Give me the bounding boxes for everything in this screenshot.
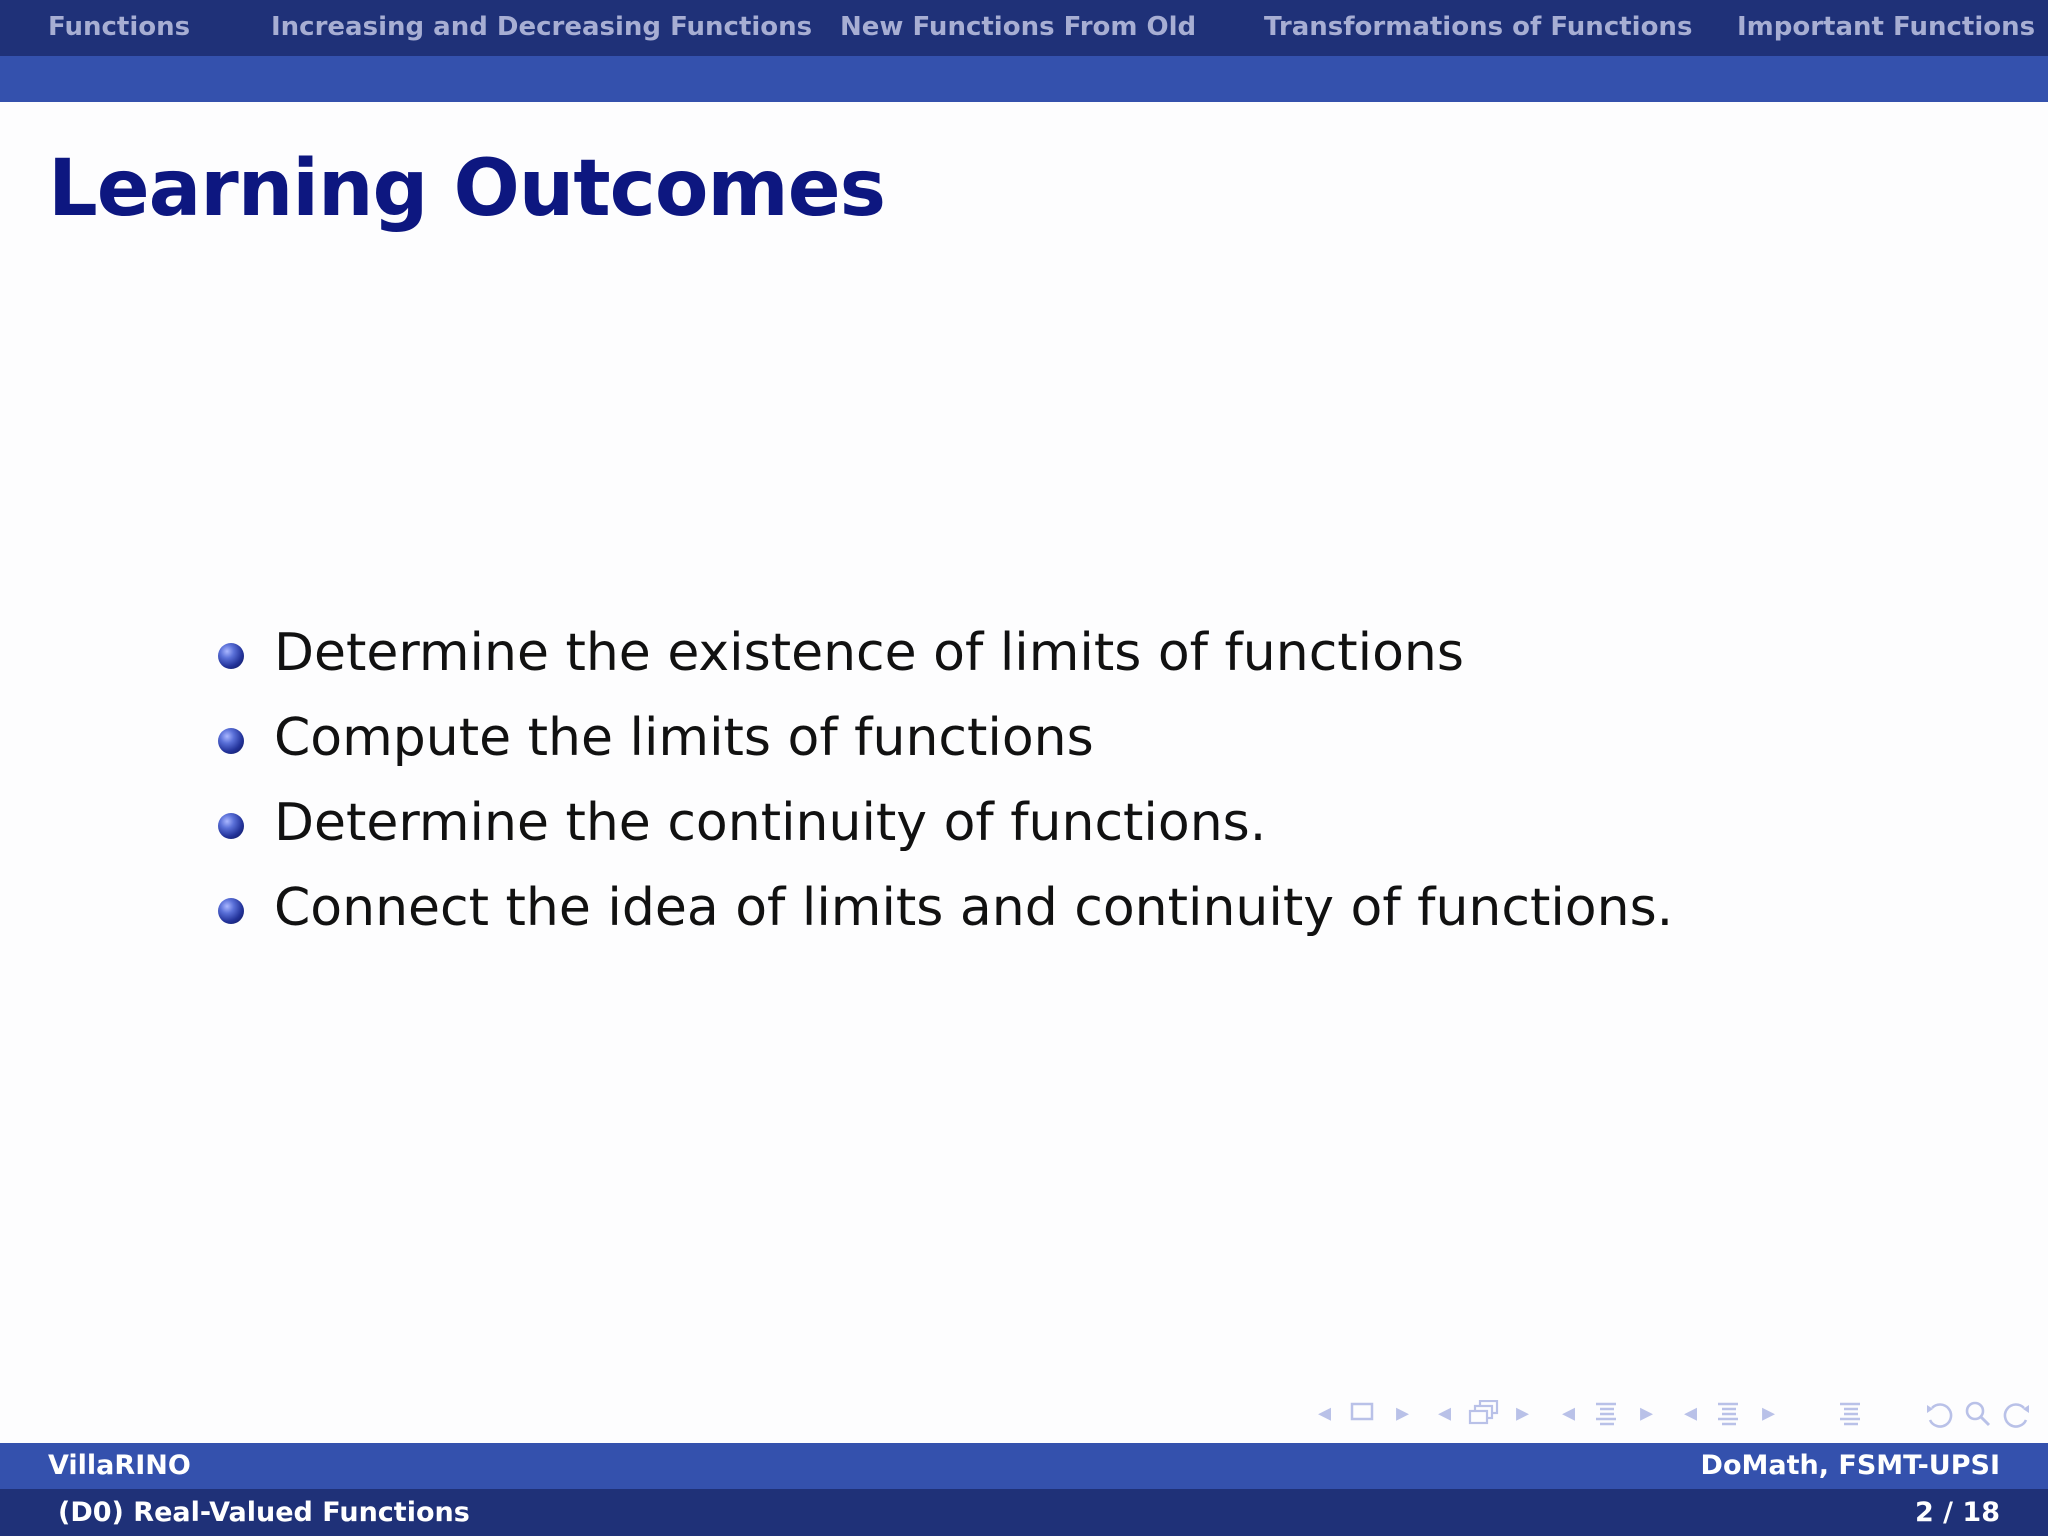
page-number: 2 / 18	[1914, 1497, 2000, 1528]
section-back-icon[interactable]: ◂	[1562, 1398, 1576, 1428]
toc-icon[interactable]	[1838, 1400, 1864, 1426]
list-item	[218, 873, 1673, 958]
outcome-text: Connect the idea of limits and continuity of functions.	[274, 878, 1674, 938]
list-item	[218, 788, 1673, 873]
footer-author: VillaRINO	[48, 1450, 191, 1481]
slide-title: Learning Outcomes	[48, 144, 886, 234]
outcome-text: Determine the continuity of functions.	[274, 793, 1267, 853]
nav-section-functions[interactable]: Functions	[48, 12, 191, 42]
beamer-navigation-symbols	[1310, 1396, 2036, 1430]
bullet-ball-icon	[218, 813, 244, 839]
list-item	[218, 618, 1673, 703]
subsection-icon[interactable]	[1468, 1400, 1500, 1426]
frame-icon[interactable]	[1350, 1400, 1374, 1422]
section-forward-icon[interactable]: ▸	[1640, 1398, 1654, 1428]
nav-section-increasing-decreasing[interactable]: Increasing and Decreasing Functions	[271, 12, 813, 42]
presentation-forward-icon[interactable]: ▸	[1762, 1398, 1776, 1428]
nav-section-new-functions[interactable]: New Functions From Old	[840, 12, 1197, 42]
section-navigation	[0, 0, 2048, 56]
footer-short-title: (D0) Real-Valued Functions	[58, 1497, 470, 1528]
subsection-bar	[0, 56, 2048, 102]
nav-section-transformations[interactable]: Transformations of Functions	[1264, 12, 1693, 42]
subsection-back-icon[interactable]: ◂	[1438, 1398, 1452, 1428]
redo-icon[interactable]	[2000, 1400, 2032, 1428]
list-item	[218, 703, 1673, 788]
frame-forward-icon[interactable]: ▸	[1396, 1398, 1410, 1428]
outcome-text: Compute the limits of functions	[274, 708, 1094, 768]
bullet-ball-icon	[218, 728, 244, 754]
footer-institute: DoMath, FSMT-UPSI	[1700, 1450, 2000, 1481]
undo-icon[interactable]	[1924, 1400, 1956, 1428]
learning-outcomes-list	[218, 618, 1673, 958]
nav-section-important-functions[interactable]: Important Functions	[1737, 12, 2036, 42]
bullet-ball-icon	[218, 898, 244, 924]
bullet-ball-icon	[218, 643, 244, 669]
outcome-text: Determine the existence of limits of functions	[274, 623, 1464, 683]
presentation-icon[interactable]	[1716, 1400, 1742, 1426]
footer-bottom-bar	[0, 1489, 2048, 1536]
subsection-forward-icon[interactable]: ▸	[1516, 1398, 1530, 1428]
presentation-back-icon[interactable]: ◂	[1684, 1398, 1698, 1428]
section-icon[interactable]	[1594, 1400, 1620, 1426]
frame-back-icon[interactable]: ◂	[1318, 1398, 1332, 1428]
search-icon[interactable]	[1964, 1400, 1992, 1428]
footer-top-bar	[0, 1443, 2048, 1489]
